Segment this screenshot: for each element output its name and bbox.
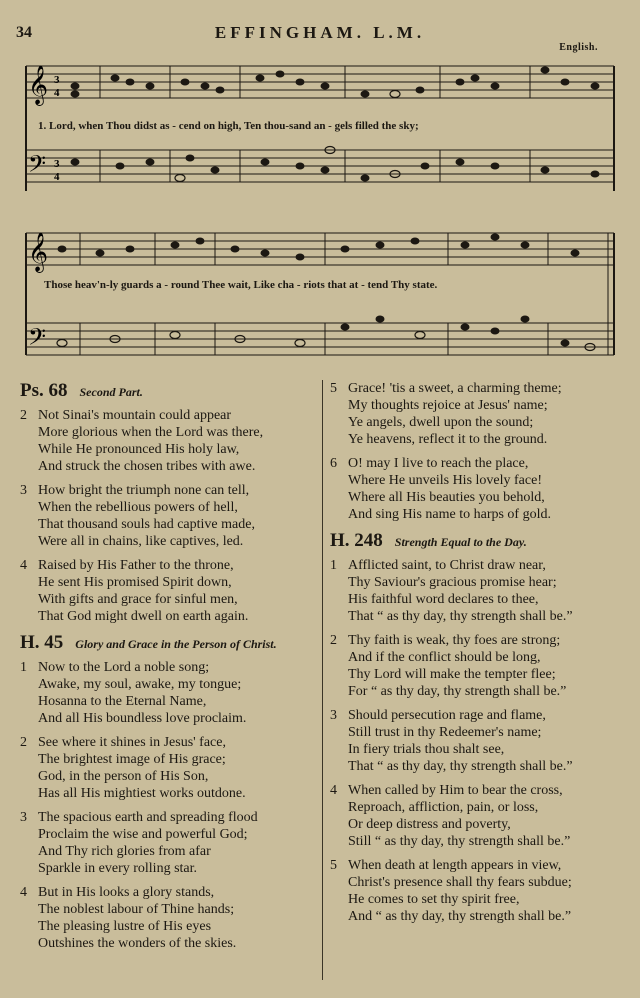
hymn-number: H. 45 <box>20 632 64 653</box>
verse-line: But in His looks a glory stands, <box>38 885 215 900</box>
verse-line: The brightest image of His grace; <box>38 752 226 767</box>
svg-text:3: 3 <box>54 158 60 170</box>
verse-line: When called by Him to bear the cross, <box>348 783 563 798</box>
verse-line: When the rebellious powers of hell, <box>38 500 238 515</box>
verse-line: Reproach, affliction, pain, or loss, <box>348 800 539 815</box>
svg-text:𝄢: 𝄢 <box>28 150 47 183</box>
hymn-title: Glory and Grace in the Person of Christ. <box>75 637 277 651</box>
verse <box>330 707 630 775</box>
verse-number: 3 <box>20 810 27 825</box>
verse-line: Christ's presence shall thy fears subdue; <box>348 875 572 890</box>
verse-line: O! may I live to reach the place, <box>348 456 529 471</box>
verse-number: 1 <box>330 558 337 573</box>
verse-line: Ye angels, dwell upon the sound; <box>348 415 534 430</box>
verse-line: That “ as thy day, thy strength shall be.” <box>348 759 573 774</box>
verse-line: Still trust in thy Redeemer's name; <box>348 725 542 740</box>
verse <box>20 407 320 475</box>
verse-line: Were all in chains, like captives, led. <box>38 534 244 549</box>
verse <box>20 884 320 952</box>
verse <box>330 857 630 925</box>
verse-line: God, in the person of His Son, <box>38 769 209 784</box>
verse-number: 2 <box>20 408 27 423</box>
left-column <box>20 380 320 959</box>
verse <box>330 632 630 700</box>
page-number: 34 <box>16 24 32 41</box>
verse-line: Or deep distress and poverty, <box>348 817 511 832</box>
hymn-h-248 <box>330 530 630 925</box>
verse-line: While He pronounced His holy law, <box>38 442 240 457</box>
verse-line: When death at length appears in view, <box>348 858 562 873</box>
verse-line: Where all His beauties you behold, <box>348 490 545 505</box>
verse-line: With gifts and grace for sinful men, <box>38 592 238 607</box>
verse-line: Outshines the wonders of the skies. <box>38 936 237 951</box>
verse-line: For “ as thy day, thy strength shall be.” <box>348 684 567 699</box>
music-system-1 <box>0 52 640 247</box>
lyric-line-2: Those heav'n-ly guards a - round Thee wait, Like cha - riots that at - tend Thy state. <box>44 279 438 291</box>
verse-number: 3 <box>20 483 27 498</box>
svg-text:3: 3 <box>54 74 60 86</box>
verse <box>20 734 320 802</box>
verse-number: 4 <box>20 885 27 900</box>
verse-line: That thousand souls had captive made, <box>38 517 255 532</box>
verse-number: 2 <box>330 633 337 648</box>
verse-number: 6 <box>330 456 337 471</box>
verse-number: 5 <box>330 858 337 873</box>
lyric-line-1: 1. Lord, when Thou didst as - cend on high, Ten thou-sand an - gels filled the sky; <box>38 120 419 132</box>
verse-number: 4 <box>20 558 27 573</box>
verse-line: And all His boundless love proclaim. <box>38 711 247 726</box>
svg-text:𝄞: 𝄞 <box>28 65 49 105</box>
verse-line: The pleasing lustre of His eyes <box>38 919 212 934</box>
verse <box>330 380 630 448</box>
verse-line: The spacious earth and spreading flood <box>38 810 258 825</box>
tune-source: English. <box>559 42 598 53</box>
verse <box>330 782 630 850</box>
verse-line: Not Sinai's mountain could appear <box>38 408 232 423</box>
hymn-h-45-continued <box>330 380 630 523</box>
hymn-number: Ps. 68 <box>20 380 68 401</box>
verse <box>20 809 320 877</box>
verse <box>330 455 630 523</box>
verse-line: Has all His mightiest works outdone. <box>38 786 246 801</box>
verse-line: Thy Lord will make the tempter flee; <box>348 667 556 682</box>
verse-line: Now to the Lord a noble song; <box>38 660 210 675</box>
verse-line: Grace! 'tis a sweet, a charming theme; <box>348 381 562 396</box>
verse-line: Hosanna to the Eternal Name, <box>38 694 207 709</box>
verse-line: How bright the triumph none can tell, <box>38 483 250 498</box>
verse-line: He comes to set thy spirit free, <box>348 892 520 907</box>
verse-line: And struck the chosen tribes with awe. <box>38 459 256 474</box>
verse-number: 4 <box>330 783 337 798</box>
verse-number: 2 <box>20 735 27 750</box>
verse <box>330 557 630 625</box>
verse-line: That “ as thy day, thy strength shall be.” <box>348 609 573 624</box>
hymn-number: H. 248 <box>330 530 383 551</box>
right-column <box>330 380 630 932</box>
verse-line: Where He unveils His lovely face! <box>348 473 542 488</box>
verse-line: He sent His promised Spirit down, <box>38 575 232 590</box>
verse-line: And sing His name to harps of gold. <box>348 507 551 522</box>
verse-line: See where it shines in Jesus' face, <box>38 735 226 750</box>
verse-line: And if the conflict should be long, <box>348 650 541 665</box>
verse-number: 3 <box>330 708 337 723</box>
verse-line: Proclaim the wise and powerful God; <box>38 827 248 842</box>
verse <box>20 482 320 550</box>
verse-line: And Thy rich glories from afar <box>38 844 211 859</box>
verse-line: Awake, my soul, awake, my tongue; <box>38 677 242 692</box>
verse-line: In fiery trials thou shalt see, <box>348 742 505 757</box>
verse-line: Thy Saviour's gracious promise hear; <box>348 575 557 590</box>
column-divider <box>322 380 323 980</box>
svg-text:𝄞: 𝄞 <box>28 232 49 272</box>
hymn-title: Strength Equal to the Day. <box>394 535 527 549</box>
verse-line: My thoughts rejoice at Jesus' name; <box>348 398 548 413</box>
verse-line: Thy faith is weak, thy foes are strong; <box>348 633 561 648</box>
verse-line: More glorious when the Lord was there, <box>38 425 264 440</box>
verse-line: Sparkle in every rolling star. <box>38 861 198 876</box>
verse-number: 1 <box>20 660 27 675</box>
verse-line: Still “ as thy day, thy strength shall be.” <box>348 834 571 849</box>
hymn-ps-68 <box>20 380 320 625</box>
verse-line: The noblest labour of Thine hands; <box>38 902 235 917</box>
svg-text:𝄢: 𝄢 <box>28 323 47 356</box>
tune-title: EFFINGHAM. L.M. <box>214 23 426 42</box>
verse-line: Ye heavens, reflect it to the ground. <box>348 432 548 447</box>
verse-line: His faithful word declares to thee, <box>348 592 539 607</box>
verse-line: Should persecution rage and flame, <box>348 708 546 723</box>
verse-line: And “ as thy day, thy strength shall be.” <box>348 909 572 924</box>
music-system-2 <box>0 222 640 367</box>
verse-number: 5 <box>330 381 337 396</box>
verse-line: Raised by His Father to the throne, <box>38 558 234 573</box>
verse-line: That God might dwell on earth again. <box>38 609 249 624</box>
svg-text:4: 4 <box>54 171 60 183</box>
verse-line: Afflicted saint, to Christ draw near, <box>348 558 546 573</box>
svg-text:4: 4 <box>54 87 60 99</box>
verse <box>20 557 320 625</box>
verse <box>20 659 320 727</box>
hymn-title: Second Part. <box>79 385 143 399</box>
hymn-h-45 <box>20 632 320 952</box>
